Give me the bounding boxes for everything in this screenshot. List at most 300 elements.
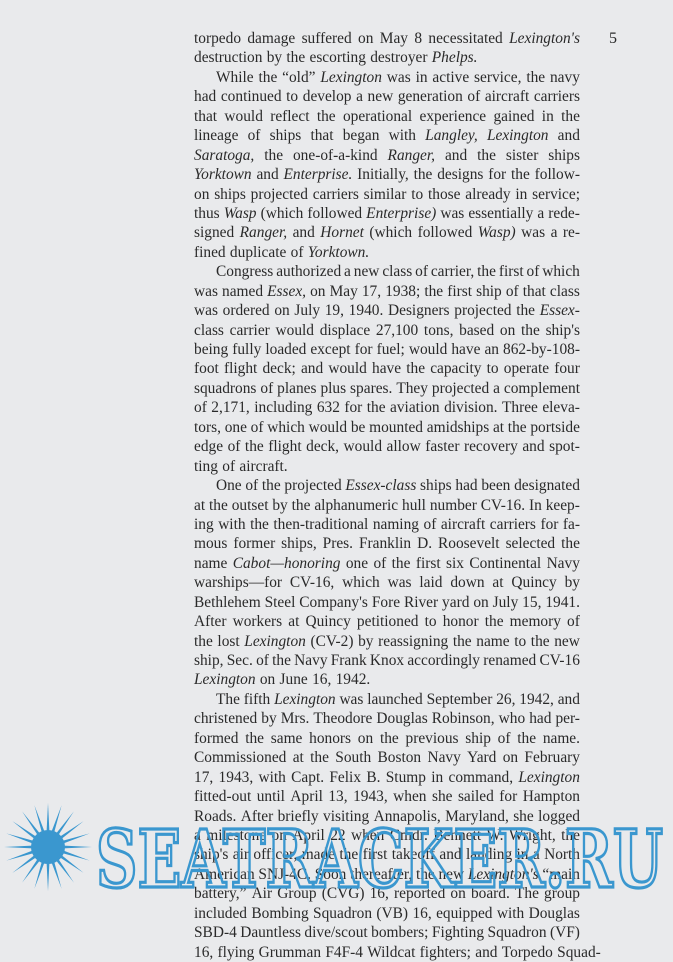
word: Pres. xyxy=(322,535,353,553)
word: dive/scout xyxy=(304,924,368,942)
word: gained xyxy=(493,107,535,125)
word: the xyxy=(261,477,281,495)
word: the xyxy=(561,535,580,553)
word: the xyxy=(516,302,536,320)
word: squadrons xyxy=(194,379,257,397)
word: at xyxy=(292,749,304,767)
word: F4F-4 xyxy=(325,943,363,961)
word: 2,171, xyxy=(211,399,250,417)
text-line xyxy=(194,262,580,281)
word: the xyxy=(561,107,580,125)
text-line xyxy=(194,573,580,592)
word: on xyxy=(194,185,210,203)
word: class xyxy=(549,282,580,300)
word: Douglas xyxy=(376,710,428,728)
word: Grumman xyxy=(258,943,322,961)
sun-ray xyxy=(34,862,44,889)
word: landing xyxy=(466,846,513,864)
word: Frank xyxy=(330,652,367,669)
word: christened xyxy=(194,710,258,728)
word: Franklin xyxy=(358,535,412,553)
text-line xyxy=(194,612,580,631)
word: B. xyxy=(366,768,381,786)
word: new xyxy=(438,865,465,883)
text-line xyxy=(194,29,580,48)
word: sister xyxy=(505,146,539,164)
word: one xyxy=(224,418,247,436)
word: previous xyxy=(405,729,459,747)
word: number xyxy=(429,496,477,514)
word: thereafter, xyxy=(350,865,413,883)
word: mounted xyxy=(369,418,424,436)
word: the xyxy=(264,146,284,164)
word: for xyxy=(344,399,363,417)
word: May xyxy=(379,30,408,47)
sun-ray xyxy=(52,862,62,889)
word: then-traditional xyxy=(273,515,369,533)
word: made xyxy=(301,846,336,864)
word: Roads. xyxy=(194,807,237,825)
word: 16, xyxy=(194,943,214,961)
word: navy xyxy=(549,68,580,86)
word: fitted-out xyxy=(194,788,252,806)
text-line xyxy=(194,223,580,242)
word: generation xyxy=(397,88,463,106)
word: air xyxy=(232,846,250,864)
text-line xyxy=(194,943,601,962)
word: Essex- xyxy=(539,302,580,320)
word: ship's xyxy=(545,321,580,339)
sun-ray xyxy=(6,851,33,861)
word: faster xyxy=(425,438,460,456)
word: down xyxy=(450,574,485,592)
word: “main xyxy=(542,865,580,883)
text-line xyxy=(194,554,580,573)
word: had xyxy=(455,477,478,495)
word: Mrs. xyxy=(280,710,310,728)
text-line xyxy=(194,107,580,126)
word: Hornet xyxy=(320,224,364,242)
word: alphanumeric xyxy=(314,496,399,514)
word: new xyxy=(353,263,380,281)
word: on xyxy=(271,826,287,844)
word: Bombing xyxy=(251,904,309,922)
word: of xyxy=(245,477,259,495)
word: in xyxy=(541,107,554,125)
word: the xyxy=(511,166,530,184)
word: aviation xyxy=(390,399,440,417)
word: the xyxy=(272,652,291,669)
text-line xyxy=(194,651,580,670)
word: Squad- xyxy=(557,943,601,961)
word: division. xyxy=(444,399,498,417)
word: Bennett xyxy=(433,826,482,844)
word: fifth xyxy=(243,690,271,708)
word: Torpedo xyxy=(501,943,553,961)
word: Yard xyxy=(467,749,497,767)
word: would xyxy=(328,360,367,378)
word: and xyxy=(300,360,324,378)
word: ships xyxy=(548,146,580,164)
word: by xyxy=(564,574,580,592)
word: Cmdr. xyxy=(389,826,428,844)
watermark xyxy=(0,800,673,903)
word: Enterprise. xyxy=(283,166,353,184)
word: included xyxy=(194,904,247,922)
word: ships xyxy=(420,477,452,495)
word: of xyxy=(423,515,437,533)
word: June xyxy=(279,671,308,689)
word: spot- xyxy=(549,438,580,456)
word: 1943, xyxy=(353,788,388,806)
word: would xyxy=(343,438,383,456)
word: ships xyxy=(214,185,246,203)
word: South xyxy=(335,749,372,767)
word: been xyxy=(481,477,511,495)
word: Navy xyxy=(294,652,328,669)
text-line xyxy=(194,534,580,553)
word: suffered xyxy=(301,30,352,47)
text-line xyxy=(194,185,580,204)
text-line xyxy=(194,496,580,515)
word: Roosevelt xyxy=(438,535,500,553)
word: of xyxy=(247,127,261,145)
word: milestone xyxy=(206,826,267,844)
word: selected xyxy=(505,535,556,553)
word: for xyxy=(488,166,507,184)
text-line xyxy=(194,729,580,748)
word: February xyxy=(524,749,580,767)
text-line xyxy=(194,87,580,106)
word: board. xyxy=(470,885,510,903)
word: The xyxy=(216,690,240,708)
word: operational xyxy=(342,107,413,125)
word: Douglas xyxy=(528,904,580,922)
word: would xyxy=(408,341,448,358)
word: was xyxy=(440,204,465,222)
word: at xyxy=(492,418,505,436)
word: ordered xyxy=(222,302,270,320)
word: Enterprise) xyxy=(366,204,437,222)
word: fighters; xyxy=(419,943,471,961)
word: of xyxy=(505,282,519,300)
word: One xyxy=(216,477,242,495)
word: experience xyxy=(419,107,487,125)
word: the xyxy=(561,826,580,844)
word: would xyxy=(308,418,348,436)
word: followed xyxy=(417,224,473,242)
word: 15, xyxy=(522,593,542,611)
word: the xyxy=(507,418,527,436)
word: damage xyxy=(247,30,296,47)
word: yard xyxy=(442,593,470,611)
text-line xyxy=(194,165,580,184)
word: at xyxy=(288,613,300,631)
word: she xyxy=(513,807,534,825)
word: the xyxy=(316,107,336,125)
word: a xyxy=(550,224,558,242)
word: flight xyxy=(223,360,258,378)
word: recovery xyxy=(463,438,518,456)
word: eleva- xyxy=(542,399,580,417)
word: After xyxy=(194,613,227,631)
word: amidships xyxy=(426,418,490,436)
word: to xyxy=(286,88,299,106)
word: CV-16 xyxy=(539,652,580,669)
word: at xyxy=(492,574,504,592)
word: ship, xyxy=(194,652,224,669)
word: 26, xyxy=(496,690,516,708)
text-line xyxy=(194,690,580,709)
word: sailed xyxy=(457,788,494,806)
word: an xyxy=(484,341,499,358)
word: Boston xyxy=(377,749,422,767)
word: Sec. xyxy=(226,652,253,669)
word: tors, xyxy=(194,418,221,436)
word: was xyxy=(386,68,411,86)
word: by xyxy=(266,49,283,67)
word: SBD-4 xyxy=(194,924,237,942)
word: Saratoga, xyxy=(194,146,255,164)
word: ships xyxy=(269,127,302,145)
word: in xyxy=(415,68,428,86)
word: honor xyxy=(442,613,479,631)
word: battery,” xyxy=(194,885,247,903)
word: of xyxy=(290,243,304,261)
word: 19, xyxy=(324,302,344,320)
word: the xyxy=(258,68,278,86)
word: Lexington xyxy=(194,671,256,689)
sun-core xyxy=(31,830,65,864)
word: that xyxy=(310,127,334,145)
word: reflect xyxy=(270,107,310,125)
word: on xyxy=(499,321,516,339)
word: 17, xyxy=(194,768,214,786)
word: those xyxy=(427,185,461,203)
word: six xyxy=(446,554,464,572)
word: class xyxy=(194,321,224,339)
word: the xyxy=(291,496,311,514)
word: briefly xyxy=(277,807,319,825)
word: the xyxy=(194,632,213,650)
word: deck, xyxy=(306,438,340,456)
text-line xyxy=(194,632,580,651)
sun-ray xyxy=(4,846,32,849)
word: by xyxy=(261,710,277,728)
word: ships, xyxy=(281,535,317,553)
word: the xyxy=(310,749,329,767)
word: The xyxy=(514,885,539,903)
text-line xyxy=(194,68,580,87)
word: with xyxy=(258,768,286,786)
word: thus xyxy=(194,204,220,222)
word: to xyxy=(411,185,424,203)
word: on xyxy=(310,282,326,300)
word: Wildcat xyxy=(367,943,416,961)
word: and xyxy=(557,127,580,145)
word: of xyxy=(497,729,511,747)
word: 632 xyxy=(316,399,340,417)
word: workers xyxy=(232,613,283,631)
word: Phelps. xyxy=(431,49,478,67)
word: name. xyxy=(542,729,580,747)
word: reported xyxy=(393,885,446,903)
word: with xyxy=(218,515,246,533)
word: a xyxy=(532,846,540,864)
sun-ray xyxy=(6,833,33,843)
sun-ray xyxy=(34,805,44,832)
word: Lexington xyxy=(486,127,549,145)
word: 1940. xyxy=(348,302,384,320)
word: July xyxy=(294,302,321,320)
word: and xyxy=(439,846,462,864)
word: 13, xyxy=(328,788,348,806)
word: the xyxy=(521,321,540,339)
word: operate xyxy=(503,360,550,378)
word: Yorktown xyxy=(194,166,252,184)
word: except xyxy=(310,341,351,358)
word: Squadron xyxy=(313,904,373,922)
word: May xyxy=(329,282,358,300)
page-number: 5 xyxy=(609,30,617,47)
text-line xyxy=(194,48,580,67)
word: was xyxy=(194,282,218,300)
word: by xyxy=(358,632,374,650)
word: named xyxy=(222,282,264,300)
word: had xyxy=(529,710,552,728)
word: until xyxy=(256,788,285,806)
word: projected xyxy=(250,185,308,203)
word: by xyxy=(272,496,288,514)
text-line xyxy=(194,126,580,145)
word: one-of-a-kind xyxy=(292,146,378,164)
word: North xyxy=(544,846,580,864)
word: with xyxy=(496,904,525,922)
word: torpedo xyxy=(194,30,242,47)
word: began xyxy=(342,127,380,145)
text-line xyxy=(194,204,580,223)
word: Three xyxy=(501,399,538,417)
text-line xyxy=(194,418,580,437)
word: of xyxy=(373,554,387,572)
word: formed xyxy=(194,729,239,747)
word: followed xyxy=(307,204,363,222)
word: 862-by-108- xyxy=(503,341,580,358)
word: command, xyxy=(448,768,514,786)
word: and xyxy=(475,943,498,961)
text-line xyxy=(194,282,580,301)
word: on xyxy=(358,30,374,47)
word: active xyxy=(432,68,470,86)
word: ting xyxy=(194,457,218,475)
word: the xyxy=(415,865,435,883)
word: 1941. xyxy=(545,593,580,611)
word: and xyxy=(522,438,545,456)
word: of xyxy=(526,263,540,281)
word: 16, xyxy=(369,885,389,903)
word: she xyxy=(431,788,453,806)
word: the xyxy=(244,438,264,456)
word: signed xyxy=(194,224,235,242)
word: September xyxy=(426,690,493,708)
word: follow- xyxy=(534,166,580,184)
word: on xyxy=(274,302,290,320)
word: in xyxy=(431,768,444,786)
word: new xyxy=(554,632,580,650)
word: 1943, xyxy=(218,768,254,786)
word: would xyxy=(224,107,263,125)
word: and xyxy=(444,146,468,164)
word: 27,100 xyxy=(375,321,419,339)
word: of xyxy=(194,399,207,417)
sun-ray xyxy=(47,863,50,891)
word: tons, xyxy=(423,321,454,339)
word: (VB) xyxy=(376,904,409,922)
word: rede- xyxy=(548,204,580,222)
word: Ranger, xyxy=(239,224,288,242)
word: aircraft xyxy=(440,515,486,533)
word: carriers xyxy=(533,88,580,106)
word: Quincy xyxy=(511,574,557,592)
word: April xyxy=(290,788,323,806)
word: destruction xyxy=(194,49,263,67)
word: first xyxy=(362,846,388,864)
word: While xyxy=(216,68,254,86)
word: Navy xyxy=(546,554,580,572)
word: one xyxy=(345,554,369,572)
word: logged xyxy=(538,807,580,825)
word: for xyxy=(499,788,518,806)
word: Felix xyxy=(329,768,362,786)
word: honors xyxy=(309,729,352,747)
word: of xyxy=(467,88,481,106)
word: Langley, xyxy=(425,127,478,145)
word: have xyxy=(451,341,481,358)
word: Theodore xyxy=(313,710,373,728)
word: the xyxy=(286,49,306,67)
word: to xyxy=(514,632,527,650)
text-line xyxy=(194,379,580,398)
word: of xyxy=(227,438,241,456)
word: service; xyxy=(532,185,580,203)
word: (which xyxy=(369,224,413,242)
word: designs xyxy=(437,166,484,184)
word: takeoff xyxy=(391,846,436,864)
word: the xyxy=(406,360,426,378)
word: outset xyxy=(231,496,269,514)
word: name xyxy=(194,554,228,572)
text-line xyxy=(194,593,580,612)
word: Designers xyxy=(388,302,450,320)
word: a xyxy=(194,826,201,844)
word: Soon xyxy=(314,865,347,883)
word: essentially xyxy=(468,204,534,222)
word: the xyxy=(339,846,359,864)
word: River xyxy=(403,593,439,611)
word: already xyxy=(465,185,511,203)
word: 16, xyxy=(312,671,332,689)
word: in xyxy=(515,185,528,203)
word: of xyxy=(260,379,274,397)
word: when xyxy=(393,788,427,806)
word: Commissioned xyxy=(194,749,287,767)
word: 17, xyxy=(361,282,382,300)
word: After xyxy=(240,807,274,825)
word: Initially, xyxy=(357,166,409,184)
word: on xyxy=(357,729,374,747)
word: American xyxy=(194,865,255,883)
word: deck; xyxy=(262,360,296,378)
